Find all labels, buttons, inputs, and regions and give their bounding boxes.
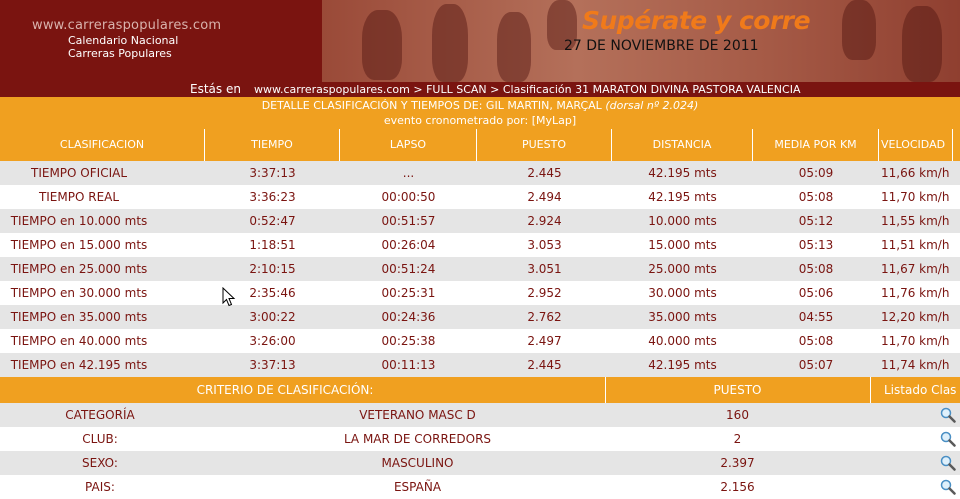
cell-time: 2:10:15 (249, 262, 296, 276)
cell-split-label: TIEMPO en 10.000 mts (10, 214, 148, 228)
cell-time: 3:00:22 (249, 310, 296, 324)
criteria-row (0, 403, 960, 427)
mouse-cursor-icon (222, 287, 236, 307)
cell-lap: 00:51:57 (381, 214, 436, 228)
criteria-header-puesto: PUESTO (713, 383, 762, 397)
cell-distance: 42.195 mts (648, 166, 717, 180)
criteria-position: 2 (733, 432, 742, 446)
cell-time: 3:37:13 (249, 166, 296, 180)
col-header-velocidad: VELOCIDAD (879, 129, 953, 161)
criteria-value: ESPAÑA (393, 480, 442, 494)
site-subtitle-line-1: Calendario Nacional (68, 34, 179, 47)
timed-by-text: evento cronometrado por: [MyLap] (383, 114, 577, 127)
table-row (0, 257, 960, 281)
cell-distance: 42.195 mts (648, 190, 717, 204)
criteria-position: 2.156 (720, 480, 755, 494)
magnifier-icon[interactable] (940, 455, 956, 471)
cell-speed: 11,51 km/h (881, 238, 950, 252)
criteria-position: 160 (726, 408, 749, 422)
cell-lap: 00:25:31 (381, 286, 436, 300)
magnifier-icon[interactable] (940, 431, 956, 447)
cell-distance: 30.000 mts (648, 286, 717, 300)
col-header-distancia: DISTANCIA (612, 129, 753, 161)
cell-lap: 00:51:24 (381, 262, 436, 276)
cell-time: 1:18:51 (249, 238, 296, 252)
cell-position: 2.494 (527, 190, 562, 204)
col-header-media-por-km: MEDIA POR KM (753, 129, 879, 161)
cell-position: 2.497 (527, 334, 562, 348)
table-row (0, 185, 960, 209)
cell-time: 3:26:00 (249, 334, 296, 348)
cell-position: 2.952 (527, 286, 562, 300)
cell-split-label: TIEMPO en 15.000 mts (10, 238, 148, 252)
cell-split-label: TIEMPO en 42.195 mts (10, 358, 148, 372)
criteria-position: 2.397 (720, 456, 755, 470)
cell-position: 2.445 (527, 166, 562, 180)
cell-pace: 05:07 (798, 358, 834, 372)
criteria-value: VETERANO MASC D (359, 408, 476, 422)
cell-pace: 05:08 (798, 190, 834, 204)
site-subtitle (68, 34, 178, 60)
cell-speed: 11,55 km/h (881, 214, 950, 228)
cell-split-label: TIEMPO en 35.000 mts (10, 310, 148, 324)
cell-distance: 42.195 mts (648, 358, 717, 372)
dorsal-number: (dorsal nº 2.024) (605, 99, 699, 112)
cell-pace: 05:12 (798, 214, 834, 228)
cell-distance: 35.000 mts (648, 310, 717, 324)
cell-time: 2:35:46 (249, 286, 296, 300)
cell-lap: 00:25:38 (381, 334, 436, 348)
cell-position: 2.762 (527, 310, 562, 324)
cell-time: 3:37:13 (249, 358, 296, 372)
slogan: Supérate y corre (582, 6, 811, 35)
cell-distance: 10.000 mts (648, 214, 717, 228)
cell-speed: 11,74 km/h (881, 358, 950, 372)
table-row (0, 161, 960, 185)
cell-pace: 05:06 (798, 286, 834, 300)
cell-position: 2.445 (527, 358, 562, 372)
detail-title: DETALLE CLASIFICACIÓN Y TIEMPOS DE: GIL MARTIN, MARÇAL (261, 99, 602, 112)
criteria-label: PAIS: (85, 480, 115, 494)
cell-time: 0:52:47 (249, 214, 296, 228)
criteria-row (0, 451, 960, 475)
cell-position: 3.051 (527, 262, 562, 276)
cell-speed: 11,66 km/h (881, 166, 950, 180)
cell-pace: 05:08 (798, 334, 834, 348)
breadcrumb (0, 82, 960, 97)
table-row (0, 353, 960, 377)
col-header-lapso: LAPSO (340, 129, 477, 161)
criteria-table-header (0, 377, 960, 403)
cell-speed: 11,67 km/h (881, 262, 950, 276)
criteria-row (0, 427, 960, 451)
detail-header (0, 97, 960, 129)
cell-pace: 05:08 (798, 262, 834, 276)
table-row (0, 305, 960, 329)
cell-pace: 05:13 (798, 238, 834, 252)
cell-speed: 11,70 km/h (881, 190, 950, 204)
site-banner (0, 0, 960, 82)
cell-split-label: TIEMPO en 30.000 mts (10, 286, 148, 300)
cell-lap: 00:11:13 (381, 358, 436, 372)
col-header-clasificacion: CLASIFICACION (0, 129, 205, 161)
cell-position: 3.053 (527, 238, 562, 252)
cell-pace: 05:09 (798, 166, 834, 180)
cell-split-label: TIEMPO REAL (38, 190, 120, 204)
cell-split-label: TIEMPO en 40.000 mts (10, 334, 148, 348)
cell-lap: 00:24:36 (381, 310, 436, 324)
cell-speed: 12,20 km/h (881, 310, 950, 324)
event-date: 27 DE NOVIEMBRE DE 2011 (564, 38, 759, 54)
criteria-label: CATEGORÍA (65, 408, 135, 422)
site-subtitle-line-2: Carreras Populares (68, 47, 172, 60)
table-row (0, 329, 960, 353)
cell-speed: 11,76 km/h (881, 286, 950, 300)
cell-split-label: TIEMPO OFICIAL (31, 166, 127, 180)
criteria-header-listado: Listado Clas (884, 383, 957, 397)
cell-lap: 00:26:04 (381, 238, 436, 252)
criteria-value: LA MAR DE CORREDORS (343, 432, 492, 446)
magnifier-icon[interactable] (940, 407, 956, 423)
breadcrumb-path-link[interactable]: www.carreraspopulares.com > FULL SCAN > Clasificación 31 MARATON DIVINA PASTORA VALENCIA (254, 83, 801, 96)
table-row (0, 233, 960, 257)
table-row (0, 281, 960, 305)
cell-split-label: TIEMPO en 25.000 mts (10, 262, 148, 276)
criteria-label: SEXO: (82, 456, 118, 470)
col-header-tiempo: TIEMPO (205, 129, 340, 161)
criteria-value: MASCULINO (381, 456, 454, 470)
cell-position: 2.924 (527, 214, 562, 228)
splits-table-header (0, 129, 960, 161)
cell-distance: 40.000 mts (648, 334, 717, 348)
cell-distance: 15.000 mts (648, 238, 717, 252)
cell-distance: 25.000 mts (648, 262, 717, 276)
col-header-puesto: PUESTO (477, 129, 612, 161)
criteria-label: CLUB: (82, 432, 118, 446)
magnifier-icon[interactable] (940, 479, 956, 495)
site-logo-link[interactable]: www.carreraspopulares.com (32, 18, 222, 33)
cell-pace: 04:55 (798, 310, 834, 324)
criteria-row (0, 475, 960, 499)
cell-lap: ... (402, 166, 415, 180)
criteria-header-label: CRITERIO DE CLASIFICACIÓN: (196, 383, 374, 397)
cell-speed: 11,70 km/h (881, 334, 950, 348)
table-row (0, 209, 960, 233)
breadcrumb-label: Estás en (190, 82, 241, 96)
cell-lap: 00:00:50 (381, 190, 436, 204)
cell-time: 3:36:23 (249, 190, 296, 204)
